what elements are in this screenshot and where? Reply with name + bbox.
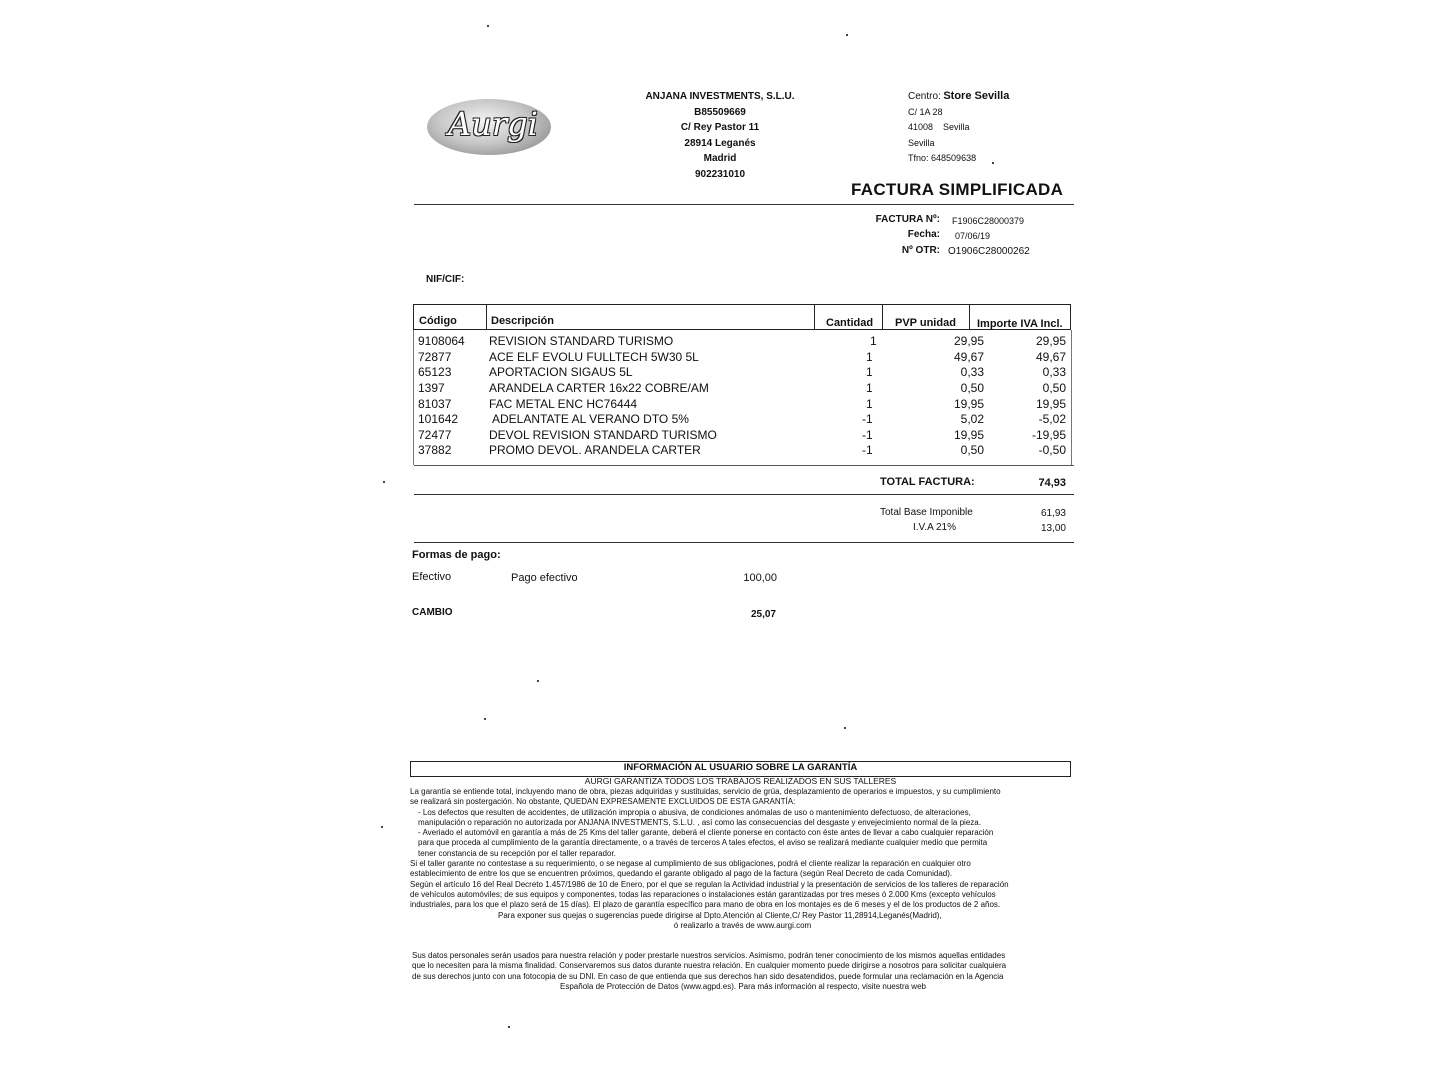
privacy-line: Sus datos personales serán usados para nuestra relación y poder prestarle nuestros servicios. Asimismo, podrán tener conocimiento de los mismos aquellas entidades: [412, 951, 1006, 960]
warranty-title: INFORMACIÓN AL USUARIO SOBRE LA GARANTÍA: [623, 762, 858, 773]
row-qty: -1: [862, 428, 873, 442]
th-codigo: Código: [419, 315, 457, 327]
logo-text: Aurgi: [448, 105, 538, 143]
invoice-number-label: FACTURA Nº:: [875, 214, 940, 225]
invoice-otr: O1906C28000262: [948, 246, 1030, 257]
scan-speck: [537, 680, 539, 682]
row-qty: 1: [866, 350, 873, 364]
centro-label: Centro:: [908, 91, 941, 102]
total-value: 74,93: [1038, 477, 1066, 489]
scan-speck: [484, 718, 486, 720]
row-amount: -5,02: [1038, 412, 1066, 426]
warranty-line: para que proceda al cumplimiento de la garantía directamente, o a través de terceros A tales efectos, el aviso se realizará mediante cualquier medio que permita: [418, 838, 988, 848]
nif-label: NIF/CIF:: [426, 274, 465, 285]
centro-phone-label: Tfno:: [908, 153, 929, 163]
warranty-line: manipulación o reparación no autorizada por ANJANA INVESTMENTS, S.L.U. , así como las consecuencias del desgaste y envejecimiento normal de la pieza.: [418, 817, 981, 827]
invoice-date-label: Fecha:: [907, 229, 940, 240]
warranty-body: [410, 787, 1075, 931]
title-divider: [414, 204, 1074, 205]
row-pvp: 0,50: [960, 443, 984, 457]
table-rule: [413, 330, 414, 465]
row-amount: 49,67: [1035, 350, 1066, 364]
warranty-subtitle: AURGI GARANTIZA TODOS LOS TRABAJOS REALIZADOS EN SUS TALLERES: [584, 776, 897, 786]
table-row: [418, 397, 1068, 413]
row-amount: -0,50: [1038, 443, 1066, 457]
th-descripcion: Descripción: [491, 315, 554, 327]
total-label: TOTAL FACTURA:: [880, 476, 975, 488]
company-name: ANJANA INVESTMENTS, S.L.U.: [645, 91, 795, 102]
row-desc: ARANDELA CARTER 16x22 COBRE/AM: [489, 381, 709, 395]
row-pvp: 19,95: [953, 397, 984, 411]
centro-name: Store Sevilla: [943, 90, 1010, 102]
row-qty: 1: [866, 365, 873, 379]
row-code: 81037: [418, 397, 452, 411]
row-code: 72877: [418, 350, 452, 364]
table-bottom-rule: [414, 465, 1074, 466]
warranty-line: Para exponer sus quejas o sugerencias puede dirigirse al Dpto.Atención al Cliente,C/ Rey Pastor 11,28914,Leganés(Madrid),: [498, 910, 942, 920]
warranty-line: industriales, para los que el plazo será de 15 días). El plazo de garantía específico para mano de obra en los montajes es de 6 meses y el de los productos de 2 años.: [410, 900, 1001, 910]
warranty-line: - Averiado el automóvil en garantía a más de 25 Kms del taller garante, deberá el cliente ponerse en contacto con éste antes de llevar a cabo cualquier reparación: [418, 828, 994, 838]
privacy-notice: [412, 951, 1074, 992]
row-amount: -19,95: [1031, 428, 1066, 442]
table-row: [418, 365, 1068, 381]
warranty-line: La garantía se entiende total, incluyendo mano de obra, piezas adquiridas y sustituidas, servicio de grúa, desplazamiento de operarios e impuestos, y su cumplimiento: [410, 787, 1001, 796]
row-pvp: 19,95: [953, 428, 984, 442]
totals-bottom-divider: [414, 542, 1074, 543]
company-postal-city: 28914 Leganés: [684, 137, 756, 149]
table-row: [418, 381, 1068, 397]
privacy-line: de sus derechos junto con una fotocopia de su DNI. En caso de que entienda que sus derechos han sido desatendidos, puede formular una reclamación en la Agencia: [412, 971, 1004, 981]
table-row: [418, 412, 1068, 428]
scan-speck: [846, 34, 848, 36]
scan-speck: [508, 1026, 510, 1028]
row-desc: ADELANTATE AL VERANO DTO 5%: [492, 412, 689, 426]
total-divider: [414, 494, 1074, 495]
centro-street: C/ 1A 28: [908, 106, 943, 117]
table-row: [418, 334, 1068, 350]
row-qty: 1: [866, 397, 873, 411]
iva-value: 13,00: [1040, 523, 1066, 534]
table-row: [418, 443, 1068, 459]
company-street: C/ Rey Pastor 11: [680, 122, 760, 133]
scan-speck: [844, 727, 846, 729]
warranty-line: Según el artículo 16 del Real Decreto 1.457/1986 de 10 de Enero, por el que se regulan la Actividad industrial y la presentación de servicios de los talleres de reparación: [410, 879, 1009, 889]
row-code: 72477: [418, 428, 452, 442]
row-desc: DEVOL REVISION STANDARD TURISMO: [489, 428, 717, 442]
centro-city: Sevilla: [943, 122, 970, 132]
row-code: 65123: [418, 365, 452, 379]
iva-label: I.V.A 21%: [913, 522, 956, 533]
row-desc: ACE ELF EVOLU FULLTECH 5W30 5L: [489, 350, 699, 364]
centro-phone: 648509638: [931, 153, 977, 163]
scan-speck: [381, 826, 383, 828]
warranty-line: establecimiento de entre los que se encuentren próximos, quedando el garante obligado al pago de la factura (según Real Decreto de cada Comunidad).: [410, 869, 953, 879]
row-desc: APORTACION SIGAUS 5L: [489, 365, 633, 379]
table-row: [418, 428, 1068, 444]
row-pvp: 29,95: [953, 334, 984, 348]
row-amount: 0,33: [1042, 365, 1066, 379]
payment-header: Formas de pago:: [412, 549, 501, 561]
row-pvp: 0,33: [960, 365, 984, 379]
privacy-line: Española de Protección de Datos (www.agpd.es). Para más información al respecto, visite nuestra web: [560, 981, 926, 991]
invoice-date: 07/06/19: [955, 231, 991, 241]
base-label: Total Base Imponible: [880, 507, 973, 518]
company-phone: 902231010: [694, 168, 746, 180]
th-cantidad: Cantidad: [826, 317, 874, 329]
change-value: 25,07: [750, 609, 776, 620]
centro-block: [908, 89, 1058, 167]
row-code: 9108064: [418, 334, 465, 348]
company-block: [620, 89, 820, 182]
row-pvp: 5,02: [960, 412, 984, 426]
document-title: FACTURA SIMPLIFICADA: [851, 180, 1064, 199]
row-qty: -1: [862, 412, 873, 426]
warranty-line: - Los defectos que resulten de accidentes, de utilización impropia o abusiva, de condiciones anómalas de uso o mantenimiento defectuoso, de alteraciones,: [418, 807, 971, 817]
company-province: Madrid: [703, 153, 737, 164]
warranty-line: tener constancia de su recepción por el taller reparador.: [418, 848, 616, 858]
scan-speck: [383, 481, 385, 483]
warranty-line: se realizará sin postergación. No obstante, QUEDAN EXPRESAMENTE EXCLUIDOS DE ESTA GARANTÍA:: [410, 797, 796, 807]
row-amount: 19,95: [1035, 397, 1066, 411]
payment-amount: 100,00: [743, 572, 777, 584]
table-row: [418, 350, 1068, 366]
payment-method: Efectivo: [412, 571, 452, 583]
row-amount: 0,50: [1042, 381, 1066, 395]
payment-method-desc: Pago efectivo: [511, 572, 578, 584]
row-code: 101642: [418, 412, 459, 426]
th-pvp: PVP unidad: [895, 317, 956, 329]
base-value: 61,93: [1040, 508, 1066, 519]
warranty-line: Si el taller garante no contestase a su requerimiento, o se negase al cumplimiento de sus obligaciones, podrá el cliente realizar la reparación en cualquier otro: [410, 859, 971, 869]
scan-speck: [487, 25, 489, 27]
centro-postal: 41008: [908, 122, 934, 132]
invoice-otr-label: Nº OTR:: [901, 245, 940, 256]
row-amount: 29,95: [1035, 334, 1066, 348]
row-desc: REVISION STANDARD TURISMO: [489, 334, 674, 348]
table-rule: [1071, 330, 1072, 465]
row-code: 37882: [418, 443, 452, 457]
row-qty: -1: [862, 443, 873, 457]
row-code: 1397: [418, 381, 445, 395]
row-pvp: 0,50: [960, 381, 984, 395]
warranty-line: ó realizarlo a través de www.aurgi.com: [673, 920, 812, 930]
th-importe: Importe IVA Incl.: [977, 318, 1063, 330]
change-label: CAMBIO: [412, 607, 453, 618]
centro-province: Sevilla: [908, 137, 935, 148]
row-desc: PROMO DEVOL. ARANDELA CARTER: [489, 443, 701, 457]
privacy-line: que lo necesiten para la misma finalidad. Conservaremos sus datos durante nuestra relación. En cualquier momento puede dirigirse a nosotros para solicitar cualquiera: [412, 961, 1007, 971]
row-qty: 1: [866, 381, 873, 395]
row-qty: 1: [870, 334, 877, 348]
company-cif: B85509669: [694, 106, 746, 118]
invoice-number: F1906C28000379: [952, 216, 1025, 226]
warranty-line: de vehículos automóviles; de sus equipos y componentes, todas las reparaciones o instalaciones están garantizadas por tres meses ó 2.000 Kms (excepto vehículos: [410, 889, 996, 899]
row-desc: FAC METAL ENC HC76444: [489, 397, 638, 411]
row-pvp: 49,67: [953, 350, 984, 364]
